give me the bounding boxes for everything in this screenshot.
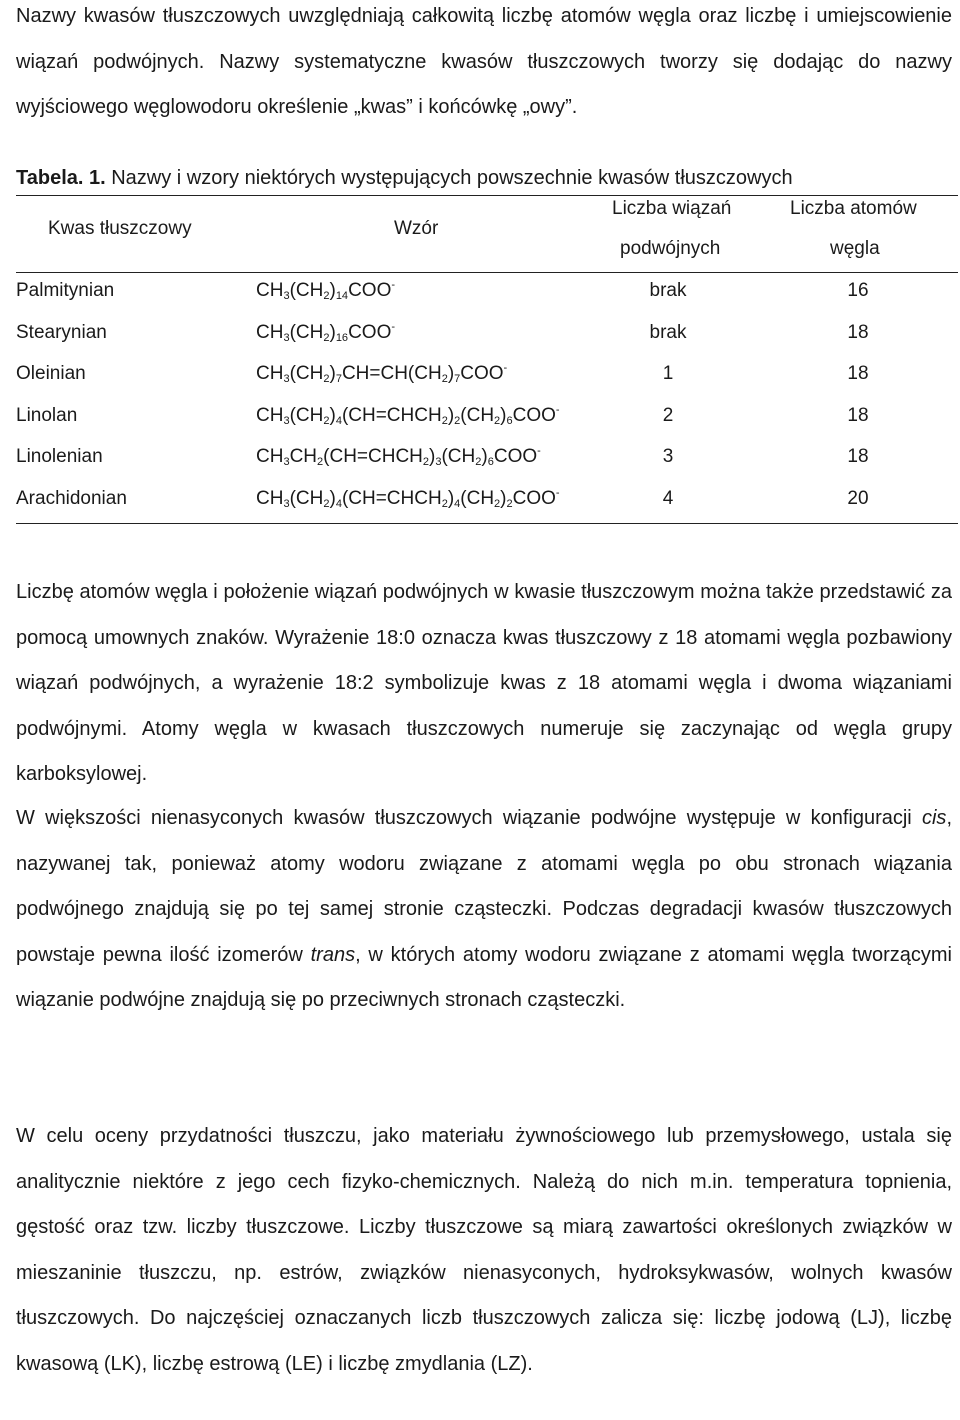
cell-carbon-atoms-value: 18 — [847, 446, 869, 467]
cis-term: cis — [921, 807, 947, 829]
cell-carbon-atoms-value: 18 — [847, 404, 869, 426]
cell-acid-name: Arachidonian — [16, 487, 127, 509]
cell-formula: $CH_3CH_2(CH=CHCH_2)_3(CH_2)_6COO^-$ — [256, 445, 541, 468]
table-row — [16, 321, 958, 361]
table-caption-text: Nazwy i wzory niektórych występujących powszechnie kwasów tłuszczowych — [105, 167, 793, 189]
cell-carbon-atoms-value: 20 — [847, 487, 869, 509]
paragraph-notation: Liczbę atomów węgla i położenie wiązań podwójnych w kwasie tłuszczowym można także przedstawić za pomocą umownych znaków. Wyrażenie 18:0 oznacza kwas tłuszczowy z 18 atomami węgla pozbawiony wiązań podwójnych, a wyrażenie 18:2 symbolizuje kwas z 18 atomami węgla i dwoma wiązaniami podwójnymi. Atomy węgla w kwasach tłuszczowych numeruje się zaczynając od węgla grupy karboksylowej. — [16, 581, 952, 785]
cell-acid-name: Stearynian — [16, 321, 107, 343]
table-row — [16, 445, 958, 485]
cell-formula: $CH_3(CH_2)_4(CH=CHCH_2)_4(CH_2)_2COO^-$ — [256, 486, 560, 510]
paragraph-cis-trans-part3: , w których atomy wodoru związane z atomami węgla tworzącymi wiązanie podwójne znajdują się po przeciwnych stronach cząsteczki. — [16, 943, 952, 1011]
cell-acid-name: Palmitynian — [16, 280, 115, 301]
cell-carbon-atoms-value: 18 — [847, 321, 869, 343]
table-caption-label: Tabela. 1. — [16, 167, 106, 189]
header-double-bonds-line2: podwójnych — [620, 238, 721, 259]
cell-double-bonds-value: 2 — [662, 404, 674, 426]
header-carbon-atoms-line2: węgla — [830, 238, 880, 259]
fatty-acids-table — [16, 195, 958, 524]
cell-double-bonds-value: 1 — [662, 363, 674, 384]
table-row — [16, 404, 958, 444]
paragraph-cis-trans-part2: , nazywanej tak, ponieważ atomy wodoru związane z atomami węgla po obu stronach wiązania podwójnego znajdują się po tej samej stronie cząsteczki. Podczas degradacji kwasów tłuszczowych powstaje pewna ilość izomerów — [16, 807, 952, 966]
table-row — [16, 279, 958, 319]
trans-term: trans — [310, 943, 356, 966]
cell-double-bonds-value: 3 — [662, 446, 674, 467]
header-double-bonds-line1: Liczba wiązań — [612, 198, 732, 219]
table-body — [16, 273, 958, 524]
intro-paragraph: Nazwy kwasów tłuszczowych uwzględniają całkowitą liczbę atomów węgla oraz liczbę i umiejscowienie wiązań podwójnych. Nazwy systematyczne kwasów tłuszczowych tworzy się dodając do nazwy wyjściowego węglowodoru określenie „kwas” i końcówkę „owy”. — [16, 5, 952, 118]
cell-carbon-atoms-value: 18 — [847, 363, 869, 384]
cell-double-bonds-value: 4 — [662, 487, 674, 509]
table-row — [16, 362, 958, 402]
cell-formula: $CH_3(CH_2)_{14}COO^-$ — [256, 279, 396, 302]
table-header — [16, 195, 958, 273]
header-acid: Kwas tłuszczowy — [48, 218, 192, 239]
cell-acid-name: Linolenian — [16, 446, 103, 467]
cell-carbon-atoms-value: 16 — [847, 280, 869, 301]
paragraph-cis-trans — [16, 796, 952, 1024]
cell-formula: $CH_3(CH_2)_{16}COO^-$ — [256, 320, 396, 344]
cell-acid-name: Oleinian — [16, 363, 86, 384]
header-carbon-atoms-line1: Liczba atomów — [790, 198, 917, 219]
cell-acid-name: Linolan — [16, 404, 78, 426]
paragraph-cis-trans-part1: W większości nienasyconych kwasów tłuszczowych wiązanie podwójne występuje w konfiguracji — [16, 807, 922, 829]
table-row — [16, 487, 958, 527]
cell-formula: $CH_3(CH_2)_4(CH=CHCH_2)_2(CH_2)_6COO^-$ — [256, 403, 560, 427]
cell-double-bonds-value: brak — [649, 280, 687, 301]
table-caption — [16, 160, 793, 196]
paragraph-fat-numbers: W celu oceny przydatności tłuszczu, jako materiału żywnościowego lub przemysłowego, ustala się analitycznie niektóre z jego cech fizyko-chemicznych. Należą do nich m.in. temperatura topnienia, gęstość oraz tzw. liczby tłuszczowe. Liczby tłuszczowe są miarą zawartości określonych związków w mieszaninie tłuszczu, np. estrów, związków nienasyconych, hydroksykwasów, wolnych kwasów tłuszczowych. Do najczęściej oznaczanych liczb tłuszczowych zalicza się: liczbę jodową (LJ), liczbę kwasową (LK), liczbę estrową (LE) i liczbę zmydlania (LZ). — [16, 1125, 952, 1375]
cell-formula: $CH_3(CH_2)_7CH=CH(CH_2)_7COO^-$ — [256, 362, 508, 385]
cell-double-bonds-value: brak — [649, 321, 687, 343]
header-formula: Wzór — [394, 218, 439, 239]
